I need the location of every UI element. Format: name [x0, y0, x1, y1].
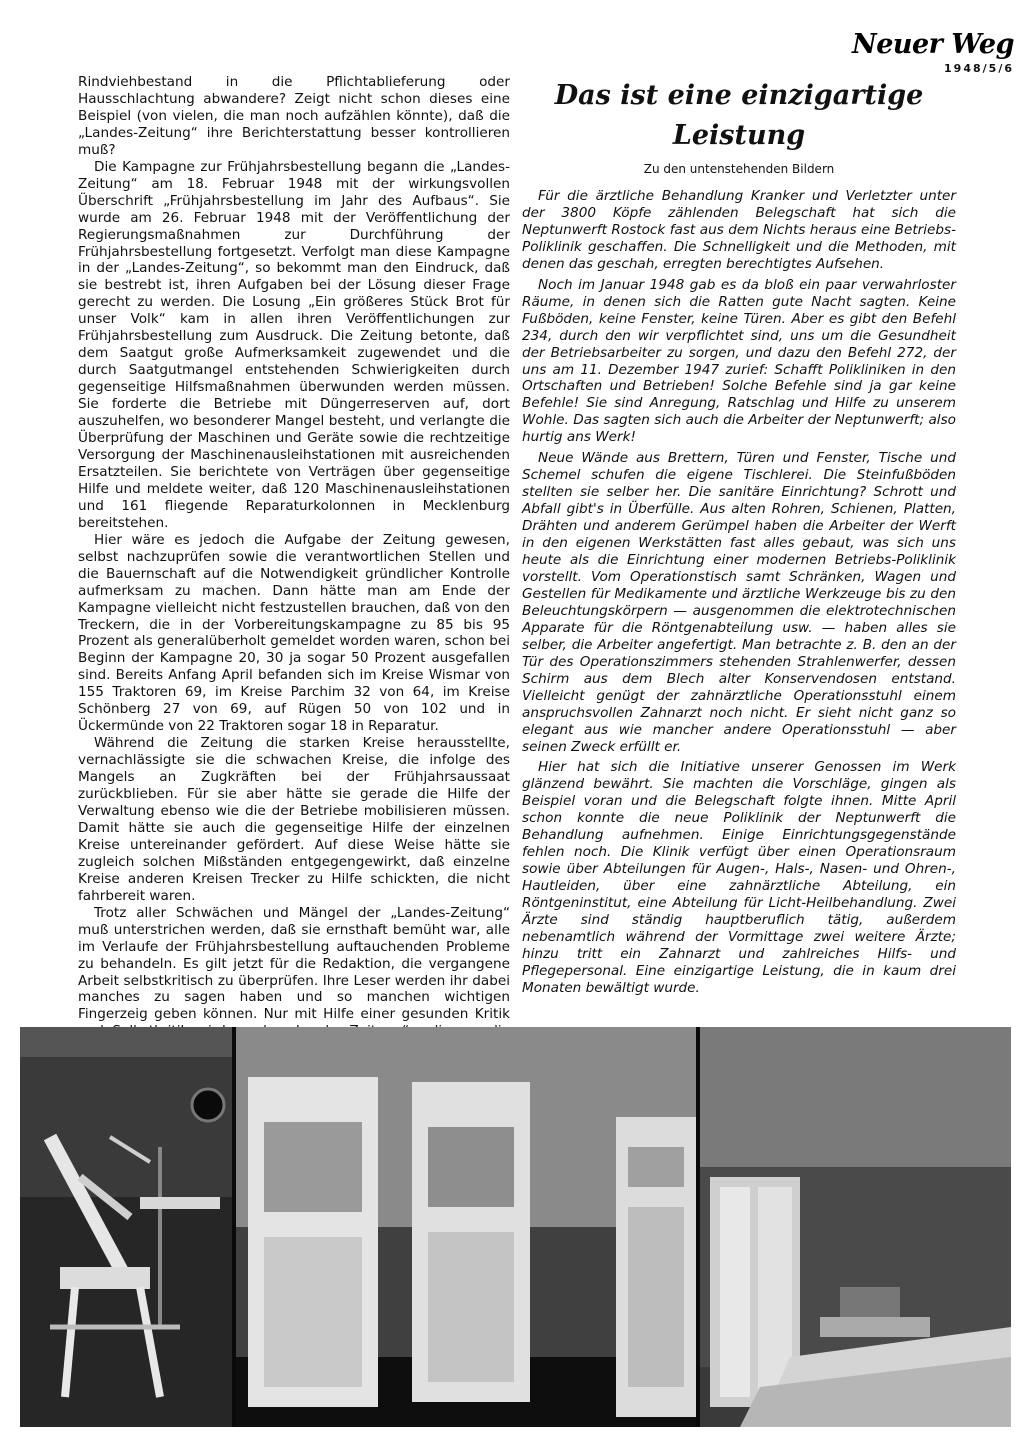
- left-paragraph: Während die Zeitung die starken Kreise herausstellte, vernachlässigte sie die schwachen Kreise, die infolge des Mangels an Zugkräften bei der Frühjahrsaussaat zurückblieben. Für sie aber hätte sie gerade die Hilfe der Verwaltung ebenso wie die der Betriebe mobilisieren müssen. Damit hätte sie auch die gegenseitige Hilfe der einzelnen Kreise untereinander gefördert. Auf diese Weise hätte sie zugleich solchen Mißständen entgegengewirkt, daß einzelne Kreise anderen Kreisen Trecker zu Hilfe schickten, die nicht fahrbereit waren.: [78, 735, 510, 904]
- masthead: [852, 30, 1014, 75]
- photo-strip: [20, 1027, 1011, 1427]
- article-paragraph: Neue Wände aus Brettern, Türen und Fenster, Tische und Schemel schufen die eigene Tischlerei. Die Steinfußböden stellten sie selber her. Die sanitäre Einrichtung? Schrott und Abfall gibt's in Überfülle. Aus alten Rohren, Schienen, Platten, Drähten und anderem Gerümpel haben die Arbeiter der Werft in den eigenen Werkstätten fast alles gebaut, was sich uns heute als die Einrichtung einer modernen Betriebs-Poliklinik vorstellt. Vom Operationstisch samt Schränken, Wagen und Gestellen für Medikamente und ärztliche Werkzeuge bis zu den Beleuchtungskörpern — ausgenommen die elektrotechnischen Apparate für die Röntgenabteilung usw. — haben alles sie selber, die Arbeiter angefertigt. Man betrachte z. B. den an der Tür des Operationszimmers stehenden Strahlenwerfer, dessen Schirm aus dem Blech alter Konservendosen entstand. Vielleicht genügt der zahnärztliche Operationsstuhl einem anspruchsvollen Zahnarzt noch nicht. Er sieht nicht ganz so elegant aus wie mancher andere Operationsstuhl — aber seinen Zweck erfüllt er.: [522, 450, 956, 755]
- left-column-article: [78, 74, 510, 1057]
- left-paragraph: Hier wäre es jedoch die Aufgabe der Zeitung gewesen, selbst nachzuprüfen sowie die verantwortlichen Stellen und die Bauernschaft auf die Notwendigkeit gründlicher Kontrolle aufmerksam zu machen. Dann hätte man am Ende der Kampagne vielleicht nicht festzustellen brauchen, daß von den Treckern, die in der Vorbereitungskampagne zu 85 bis 95 Prozent als generalüberholt gemeldet worden waren, schon bei Beginn der Kampagne 20, 30 ja sogar 50 Prozent ausgefallen sind. Bereits Anfang April befanden sich im Kreise Wismar von 155 Traktoren 69, im Kreise Parchim 32 von 64, im Kreise Schönberg 27 von 69, auf Rügen 50 von 102 und in Ückermünde von 22 Traktoren sogar 18 in Reparatur.: [78, 531, 510, 735]
- article-headline: Das ist eine einzigartige Leistung: [554, 80, 924, 151]
- left-paragraph: Trotz aller Schwächen und Mängel der „Landes-Zeitung“ muß unterstrichen werden, daß sie ernsthaft bemüht war, alle im Verlaufe der Frühjahrsbestellung auftauchenden Probleme zu behandeln. Es gilt jetzt für die Redaktion, die vergangene Arbeit selbstkritisch zu überprüfen. Ihre Leser werden ihr dabei manches zu sagen haben und so manchen wichtigen Fingerzeig geben können. Nur mit Hilfe einer gesunden Kritik: [78, 904, 510, 1023]
- dental-chair-photo: [20, 1027, 232, 1427]
- left-paragraph: Die Kampagne zur Frühjahrsbestellung begann die „Landes-Zeitung“ am 18. Februar 1948 mit der wirkungsvollen Überschrift „Frühjahrsbestellung im Jahr des Aufbaus“. Sie wurde am 26. Februar 1948 mit der Veröffentlichung der Regierungsmaßnahmen zur Durchführung der Frühjahrsbestellung fortgesetzt. Verfolgt man diese Kampagne in der „Landes-Zeitung“, so bekommt man den Eindruck, daß sie bestrebt ist, ihren Aufgaben bei der Lösung dieser Frage gerecht zu werden. Die Losung „Ein größeres Stück Brot für unser Volk“ kam in allen ihren Veröffentlichungen zur Frühjahrsbestellung zum Ausdruck. Die Zeitung betonte, daß dem Saatgut große Aufmerksamkeit zugewendet und die durch Saatgutmangel entstehenden Schwierigkeiten durch gegenseitige Hilfsmaßnahmen überwunden werden müssen. Sie forderte die Betriebe mit Düngerreserven auf, dort auszuhelfen, wo besonderer Mangel besteht, und verlangte die Überprüfung der Maschinen und Geräte sowie die rechtzeitige Versorgung der Maschinenausleihstationen mit ausreichenden Ersatzteilen. Sie berichtete von Verträgen über gegenseitige Hilfe und meldete weiter, daß 120 Maschinenausleihstationen und 161 fliegende Reparaturkolonnen in Mecklenburg bereitstehen.: [78, 158, 510, 531]
- right-column-article: [522, 76, 956, 1001]
- article-paragraph: Für die ärztliche Behandlung Kranker und Verletzter unter der 3800 Köpfe zählenden Belegschaft hat sich die Neptunwerft Rostock fast aus dem Nichts heraus eine Betriebs-Poliklinik geschaffen. Die Schnelligkeit und die Methoden, mit denen das geschah, erregten berechtigtes Aufsehen.: [522, 188, 956, 272]
- left-paragraph: Rindviehbestand in die Pflichtablieferung oder Hausschlachtung abwandere? Zeigt nicht schon dieses eine Beispiel (von vielen, die man noch aufzählen könnte), daß die „Landes-Zeitung“ ihre Berichterstattung besser kontrollieren muß?: [78, 74, 510, 158]
- article-body: [522, 188, 956, 997]
- examination-room-photo: [700, 1027, 1011, 1427]
- article-subheadline: Zu den untenstehenden Bildern: [643, 162, 835, 176]
- corridor-doors-photo: [236, 1027, 696, 1427]
- masthead-title: Neuer Weg: [852, 29, 1014, 60]
- issue-number: 1948/5/6: [944, 62, 1014, 75]
- article-paragraph: Noch im Januar 1948 gab es da bloß ein paar verwahrloster Räume, in denen sich die Ratten gute Nacht sagten. Keine Fußböden, keine Fenster, keine Türen. Aber es gibt den Befehl 234, durch den wir verpflichtet sind, uns um die Gesundheit der Betriebsarbeiter zu sorgen, und dazu den Befehl 272, der uns am 11. Dezember 1947 zurief: Schafft Polikliniken in den Ortschaften und Betrieben! Solche Befehle sind ja gar keine Befehle! Sie sind Anregung, Ratschlag und Hilfe zu unserem Wohle. Das sagten sich auch die Arbeiter der Neptunwerft; also hurtig ans Werk!: [522, 276, 956, 446]
- article-paragraph: Hier hat sich die Initiative unserer Genossen im Werk glänzend bewährt. Sie machten die Vorschläge, gingen als Beispiel voran und die Belegschaft folgte ihnen. Mitte April schon konnte die neue Poliklinik der Neptunwerft die Behandlung aufnehmen. Einige Einrichtungsgegenstände fehlen noch. Die Klinik verfügt über einen Operationsraum sowie über Abteilungen für Augen-, Hals-, Nasen- und Ohren-, Hautleiden, über eine zahnärztliche Abteilung, ein Röntgeninstitut, eine Abteilung für Licht-Heilbehandlung. Zwei Ärzte sind ständig hauptberuflich tätig, außerdem nebenamtlich während der Vormittage zwei weitere Ärzte; hinzu tritt ein Zahnarzt und zahlreiches Hilfs- und Pflegepersonal. Eine einzigartige Leistung, die in kaum drei Monaten bewältigt wurde.: [522, 759, 956, 996]
